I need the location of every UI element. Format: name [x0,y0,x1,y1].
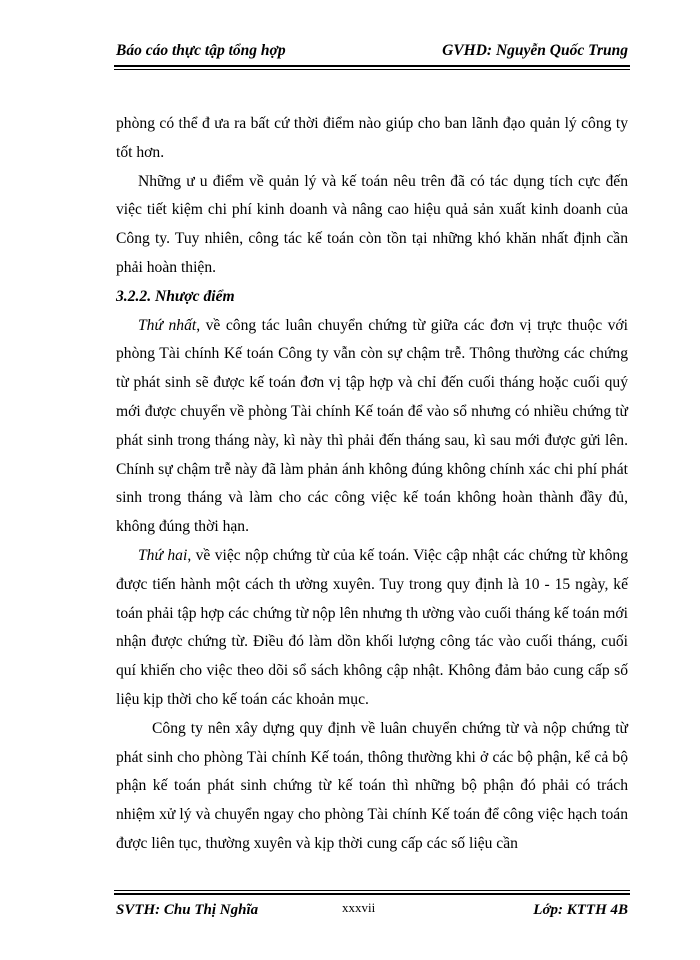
footer-rule-thin [114,890,630,891]
paragraph-continuation: phòng có thể đ ưa ra bất cứ thời điểm nào giúp cho ban lãnh đạo quản lý công ty tốt hơn. [116,115,628,161]
first-point-text: , về công tác luân chuyển chứng từ giữa các đơn vị trực thuộc với phòng Tài chính Kế toán Công ty vẫn còn sự chậm trễ. Thông thường các chứng từ phát sinh sẽ được kế toán đơn vị tập hợp và chỉ đến cuối tháng hoặc cuối quý mới được chuyển về phòng Tài chính Kế toán để vào sổ nhưng có nhiều chứng từ phát sinh trong tháng này, kì này thì phải đến tháng sau, kì sau mới được gửi lên. Chính sự chậm trễ này đã làm phản ánh không đúng không chính xác chi phí phát sinh trong tháng và làm cho các công việc kế toán không hoàn thành đầy đủ, không đúng thời hạn. [116,316,628,536]
page-header [116,38,628,62]
class-name: Lớp: KTTH 4B [533,902,628,918]
paragraph-recommendation: Công ty nên xây dựng quy định về luân chuyển chứng từ và nộp chứng từ phát sinh cho phòng Tài chính Kế toán, thông thường khi ở các bộ phận, kể cả bộ phận kế toán phát sinh chứng từ kế toán thì những bộ phận đó phải có trách nhiệm xử lý và chuyển ngay cho phòng Tài chính Kế toán để công việc hạch toán được liên tục, thường xuyên và kịp thời cung cấp các số liệu cần [116,719,628,852]
second-point-text: , về việc nộp chứng từ của kế toán. Việc cập nhật các chứng từ không được tiến hành một cách th ường xuyên. Tuy trong quy định là 10 - 15 ngày, kế toán phải tập hợp các chứng từ nộp lên nhưng th ường vào cuối tháng kế toán mới nhận được chứng từ. Điều đó làm dồn khối lượng công tác vào cuối tháng, cuối quí khiến cho việc theo dõi sổ sách không cập nhật. Không đảm bảo cung cấp số liệu kịp thời cho kế toán các khoản mục. [116,546,628,708]
supervisor-name: GVHD: Nguyễn Quốc Trung [442,42,628,59]
page-footer [116,902,628,924]
lead-word-first: Thứ nhất [138,316,197,334]
header-rule-thick [114,65,630,67]
page-number: xxxvii [342,900,376,915]
paragraph-first-point [116,312,628,542]
student-name: SVTH: Chu Thị Nghĩa [116,902,259,918]
header-rule-thin [114,69,630,70]
document-body [116,110,628,859]
report-title: Báo cáo thực tập tổng hợp [116,42,286,59]
paragraph-second-point [116,542,628,715]
footer-rule-thick [114,893,630,895]
lead-word-second: Thứ hai [138,546,188,564]
section-heading: 3.2.2. Nhược điểm [116,287,235,305]
paragraph-advantages: Những ư u điểm về quản lý và kế toán nêu trên đã có tác dụng tích cực đến việc tiết kiệm chi phí kinh doanh và nâng cao hiệu quả sản xuất kinh doanh của Công ty. Tuy nhiên, công tác kế toán còn tồn tại những khó khăn nhất định cần phải hoàn thiện. [116,172,628,276]
